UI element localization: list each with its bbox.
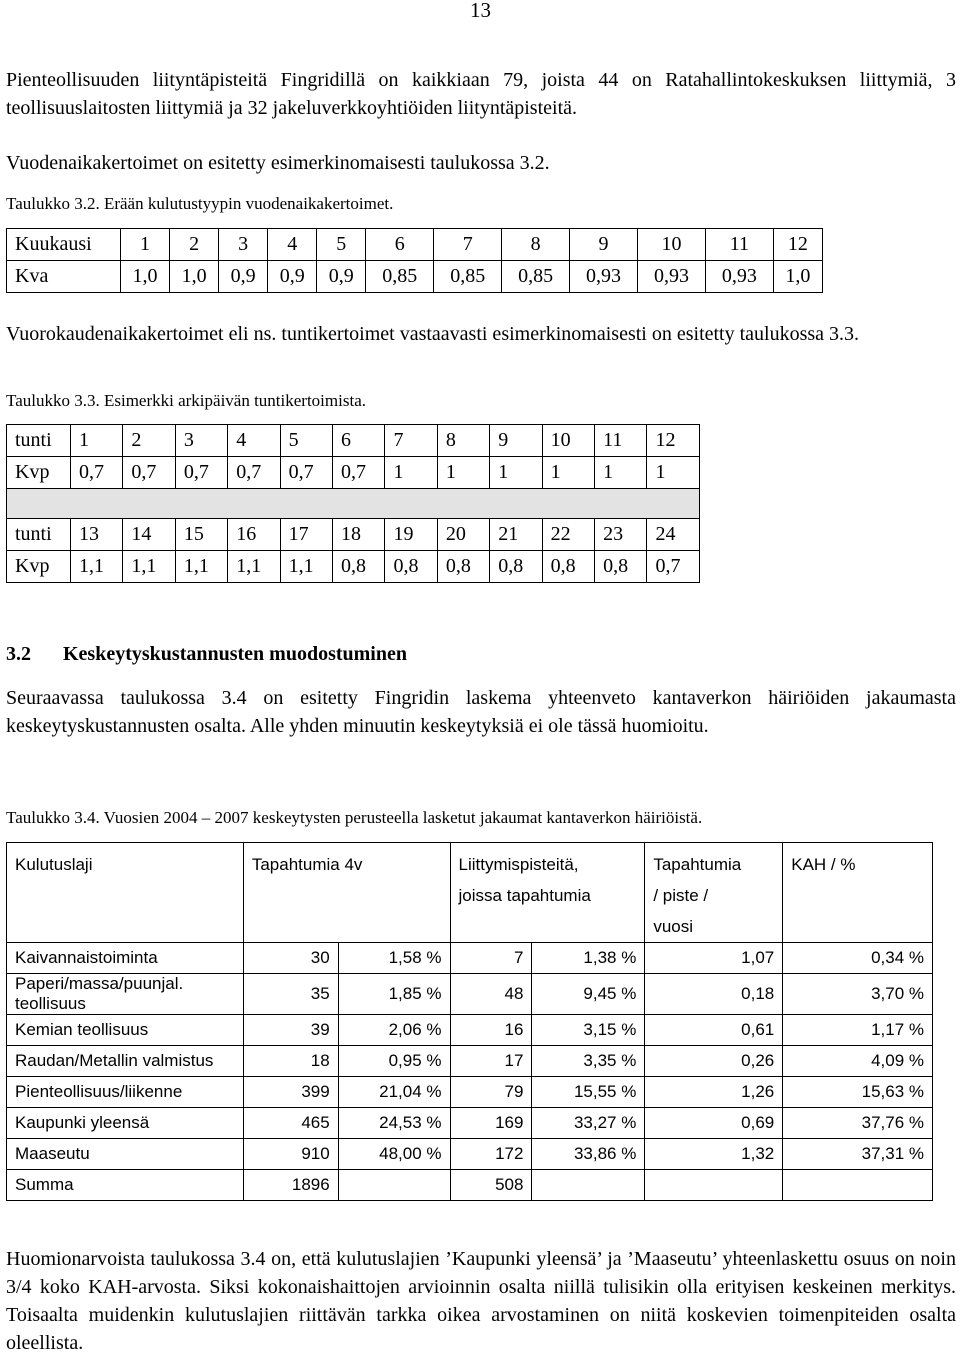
hour-cell: 5 [280,425,332,457]
kulutuslaji-cell: Pienteollisuus/liikenne [7,1077,244,1108]
table-row [7,1077,933,1108]
tapahtumia-share-cell: 24,53 % [338,1108,450,1139]
section-title: Keskeytyskustannusten muodostuminen [63,643,407,665]
section-heading [6,641,407,667]
month-cell: 12 [773,229,822,261]
liittymis-count-cell: 169 [450,1108,532,1139]
kvp-cell: 1,1 [228,551,280,583]
tapahtumia-count-cell: 30 [243,943,338,974]
kva-cell: 1,0 [170,261,219,293]
table-3-2 [6,228,823,293]
hour-cell: 18 [333,519,385,551]
kva-cell: 0,93 [638,261,706,293]
liittymis-share-cell: 33,27 % [532,1108,645,1139]
hour-cell: 8 [437,425,489,457]
hour-cell: 10 [542,425,594,457]
header-line: vuosi [653,917,694,936]
kvp-cell: 1,1 [175,551,227,583]
table-3-3-caption: Taulukko 3.3. Esimerkki arkipäivän tuntikertoimista. [6,391,366,410]
kva-cell: 1,0 [121,261,170,293]
per-piste-cell: 0,69 [645,1108,783,1139]
per-piste-cell: 0,61 [645,1015,783,1046]
kva-cell: 0,93 [570,261,638,293]
table-header-row [7,843,933,943]
tapahtumia-count-cell: 18 [243,1046,338,1077]
kah-cell: 37,31 % [783,1139,933,1170]
liittymis-share-cell: 1,38 % [532,943,645,974]
spacer-cell [7,489,700,519]
kvp-cell: 0,7 [71,457,123,489]
table-row [7,943,933,974]
liittymis-share-cell: 9,45 % [532,974,645,1015]
header-line: joissa tapahtumia [458,886,591,905]
hour-cell: 12 [647,425,700,457]
kah-cell: 37,76 % [783,1108,933,1139]
tapahtumia-count-cell: 399 [243,1077,338,1108]
table-3-4 [6,842,933,1201]
hour-cell: 24 [647,519,700,551]
kvp-cell: 0,7 [280,457,332,489]
table-3-3 [6,424,700,583]
hour-label: tunti [7,425,71,457]
hour-cell: 13 [71,519,123,551]
kvp-cell: 1 [437,457,489,489]
month-cell: 2 [170,229,219,261]
hour-cell: 6 [333,425,385,457]
tapahtumia-count-cell: 35 [243,974,338,1015]
kvp-cell: 1,1 [280,551,332,583]
month-cell: 1 [121,229,170,261]
kvp-cell: 0,8 [542,551,594,583]
table-row [7,1046,933,1077]
hour-row [7,425,700,457]
table-3-2-caption: Taulukko 3.2. Erään kulutustyypin vuodenaikakertoimet. [6,194,394,213]
page-number: 13 [470,0,491,22]
kvp-cell: 0,8 [333,551,385,583]
tapahtumia-share-cell: 1,85 % [338,974,450,1015]
section-number: 3.2 [6,643,31,665]
per-piste-cell: 0,26 [645,1046,783,1077]
month-cell: 6 [366,229,434,261]
seasonal-factors-paragraph: Vuodenaikakertoimet on esitetty esimerkinomaisesti taulukossa 3.2. [6,152,550,174]
kulutuslaji-cell: Kaivannaistoiminta [7,943,244,974]
hour-cell: 7 [385,425,437,457]
hour-cell: 16 [228,519,280,551]
header-kulutuslaji: Kulutuslaji [7,843,244,943]
liittymis-share-cell: 33,86 % [532,1139,645,1170]
liittymis-share-cell: 3,15 % [532,1015,645,1046]
intro-paragraph: Pienteollisuuden liityntäpisteitä Fingridillä on kaikkiaan 79, joista 44 on Ratahallintokeskuksen liittymiä, 3 teollisuuslaitosten liittymiä ja 32 jakeluverkkoyhtiöiden liityntäpisteitä. [6,69,956,119]
liittymis-count-cell: 79 [450,1077,532,1108]
summary-paragraph: Seuraavassa taulukossa 3.4 on esitetty Fingridin laskema yhteenveto kantaverkon häiriöiden jakaumasta keskeytyskustannusten osalta. Alle yhden minuutin keskeytyksiä ei ole tässä huomioitu. [6,687,956,737]
liittymis-count-cell: 16 [450,1015,532,1046]
month-cell: 5 [317,229,366,261]
kah-cell: 0,34 % [783,943,933,974]
month-cell: 7 [434,229,502,261]
tapahtumia-count-cell: 39 [243,1015,338,1046]
liittymis-count-cell: 172 [450,1139,532,1170]
kvp-cell: 0,7 [123,457,175,489]
kva-cell: 1,0 [773,261,822,293]
liittymis-count-cell: 17 [450,1046,532,1077]
kah-cell: 15,63 % [783,1077,933,1108]
tapahtumia-count-cell: 465 [243,1108,338,1139]
per-piste-cell: 1,26 [645,1077,783,1108]
hour-label: tunti [7,519,71,551]
kvp-label: Kvp [7,551,71,583]
header-line: / piste / [653,886,709,905]
hour-cell: 15 [175,519,227,551]
tapahtumia-share-cell: 2,06 % [338,1015,450,1046]
per-piste-cell: 1,32 [645,1139,783,1170]
kvp-cell: 1 [595,457,647,489]
kvp-cell: 0,7 [333,457,385,489]
tapahtumia-share-cell: 0,95 % [338,1046,450,1077]
hour-cell: 14 [123,519,175,551]
liittymis-count-cell: 508 [450,1170,532,1201]
header-tapahtumia: Tapahtumia 4v [243,843,450,943]
month-cell: 8 [502,229,570,261]
hourly-factors-paragraph: Vuorokaudenaikakertoimet eli ns. tuntikertoimet vastaavasti esimerkinomaisesti on esitetty taulukossa 3.3. [6,323,860,345]
kulutuslaji-cell: Paperi/massa/puunjal. teollisuus [7,974,244,1015]
hour-row [7,519,700,551]
hour-cell: 19 [385,519,437,551]
tapahtumia-count-cell: 1896 [243,1170,338,1201]
kvp-cell: 1 [385,457,437,489]
hour-cell: 9 [490,425,542,457]
hour-cell: 4 [228,425,280,457]
kvp-cell: 1 [490,457,542,489]
conclusion-paragraph: Huomionarvoista taulukossa 3.4 on, että kulutuslajien ’Kaupunki yleensä’ ja ’Maaseutu’ yhteenlaskettu osuus on noin 3/4 koko KAH-arvosta. Siksi kokonaishaittojen arvioinnin osalta niillä tulisikin olla erityisen keskeinen merkitys. Toisaalta muidenkin kulutuslajien riittävän tarkka oikea arvostaminen on niitä koskevien toimenpiteiden osalta oleellista. [6,1248,956,1354]
hour-cell: 22 [542,519,594,551]
kvp-cell: 0,7 [228,457,280,489]
kvp-cell: 0,7 [647,551,700,583]
kva-label: Kva [7,261,121,293]
month-cell: 3 [219,229,268,261]
liittymis-share-cell: 3,35 % [532,1046,645,1077]
kvp-cell: 0,8 [437,551,489,583]
month-cell: 4 [268,229,317,261]
kvp-row [7,457,700,489]
kulutuslaji-cell: Raudan/Metallin valmistus [7,1046,244,1077]
per-piste-cell: 1,07 [645,943,783,974]
hour-cell: 1 [71,425,123,457]
per-piste-cell [645,1170,783,1201]
hour-cell: 2 [123,425,175,457]
liittymis-count-cell: 7 [450,943,532,974]
kah-cell: 4,09 % [783,1046,933,1077]
kva-cell: 0,9 [219,261,268,293]
kvp-cell: 1 [542,457,594,489]
month-label: Kuukausi [7,229,121,261]
kvp-cell: 1 [647,457,700,489]
table-row [7,1139,933,1170]
kva-cell: 0,85 [366,261,434,293]
kva-cell: 0,93 [705,261,773,293]
kah-cell [783,1170,933,1201]
tapahtumia-share-cell [338,1170,450,1201]
tapahtumia-share-cell: 1,58 % [338,943,450,974]
kvp-row [7,551,700,583]
kva-cell: 0,85 [434,261,502,293]
kvp-cell: 0,8 [490,551,542,583]
liittymis-share-cell: 15,55 % [532,1077,645,1108]
kva-cell: 0,9 [268,261,317,293]
kvp-cell: 1,1 [71,551,123,583]
liittymis-count-cell: 48 [450,974,532,1015]
hour-cell: 20 [437,519,489,551]
month-cell: 10 [638,229,706,261]
kvp-cell: 0,8 [595,551,647,583]
kulutuslaji-cell: Kemian teollisuus [7,1015,244,1046]
kah-cell: 1,17 % [783,1015,933,1046]
hour-cell: 23 [595,519,647,551]
kvp-cell: 0,7 [175,457,227,489]
header-liittymispisteita [450,843,645,943]
kva-cell: 0,9 [317,261,366,293]
tapahtumia-count-cell: 910 [243,1139,338,1170]
kvp-cell: 1,1 [123,551,175,583]
hour-cell: 11 [595,425,647,457]
kvp-cell: 0,8 [385,551,437,583]
kulutuslaji-cell: Summa [7,1170,244,1201]
table-row [7,1015,933,1046]
month-cell: 9 [570,229,638,261]
header-kah: KAH / % [783,843,933,943]
table-row [7,1108,933,1139]
table-row [7,974,933,1015]
spacer-row [7,489,700,519]
table-row [7,1170,933,1201]
table-3-4-caption: Taulukko 3.4. Vuosien 2004 – 2007 keskeytysten perusteella lasketut jakaumat kantaverkon häiriöistä. [6,808,703,827]
hour-cell: 17 [280,519,332,551]
tapahtumia-share-cell: 21,04 % [338,1077,450,1108]
kulutuslaji-cell: Maaseutu [7,1139,244,1170]
kva-cell: 0,85 [502,261,570,293]
month-row [7,229,823,261]
header-tapahtumia-per-piste [645,843,783,943]
liittymis-share-cell [532,1170,645,1201]
kah-cell: 3,70 % [783,974,933,1015]
tapahtumia-share-cell: 48,00 % [338,1139,450,1170]
kvp-label: Kvp [7,457,71,489]
month-cell: 11 [705,229,773,261]
hour-cell: 3 [175,425,227,457]
kva-row [7,261,823,293]
kulutuslaji-cell: Kaupunki yleensä [7,1108,244,1139]
hour-cell: 21 [490,519,542,551]
header-line: Liittymispisteitä, [458,855,579,874]
per-piste-cell: 0,18 [645,974,783,1015]
header-line: Tapahtumia [653,855,742,874]
